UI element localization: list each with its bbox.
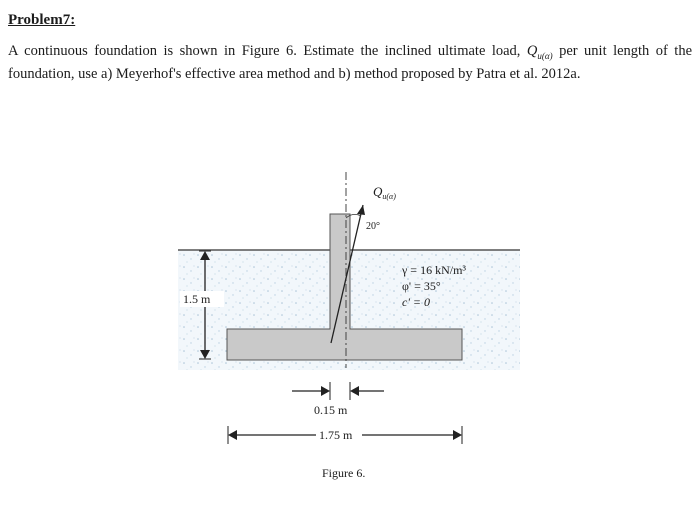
base-width-label: 1.75 m <box>319 428 353 442</box>
statement-part2: per unit length of the foundation, use a) Meyerhof's effective area method and b) method proposed by Patra et al. 2012a. <box>8 43 693 82</box>
soil-cohesion: c' = 0 <box>402 295 430 309</box>
load-symbol: $Q_{u(\alpha)}$ <box>526 43 553 61</box>
problem-heading: Problem7: <box>8 12 76 28</box>
statement-part1: A continuous foundation is shown in Figure 6. Estimate the inclined ultimate load, <box>8 43 521 59</box>
figure-caption: Figure 6. <box>322 466 366 480</box>
depth-label: 1.5 m <box>183 292 211 306</box>
soil-gamma: γ = 16 kN/m³ <box>402 263 467 277</box>
soil-phi: φ' = 35° <box>402 279 441 293</box>
stem-width-label: 0.15 m <box>314 403 348 417</box>
load-label: $Q_{u(\alpha)}$ <box>373 184 396 201</box>
angle-label: 20° <box>366 221 380 232</box>
